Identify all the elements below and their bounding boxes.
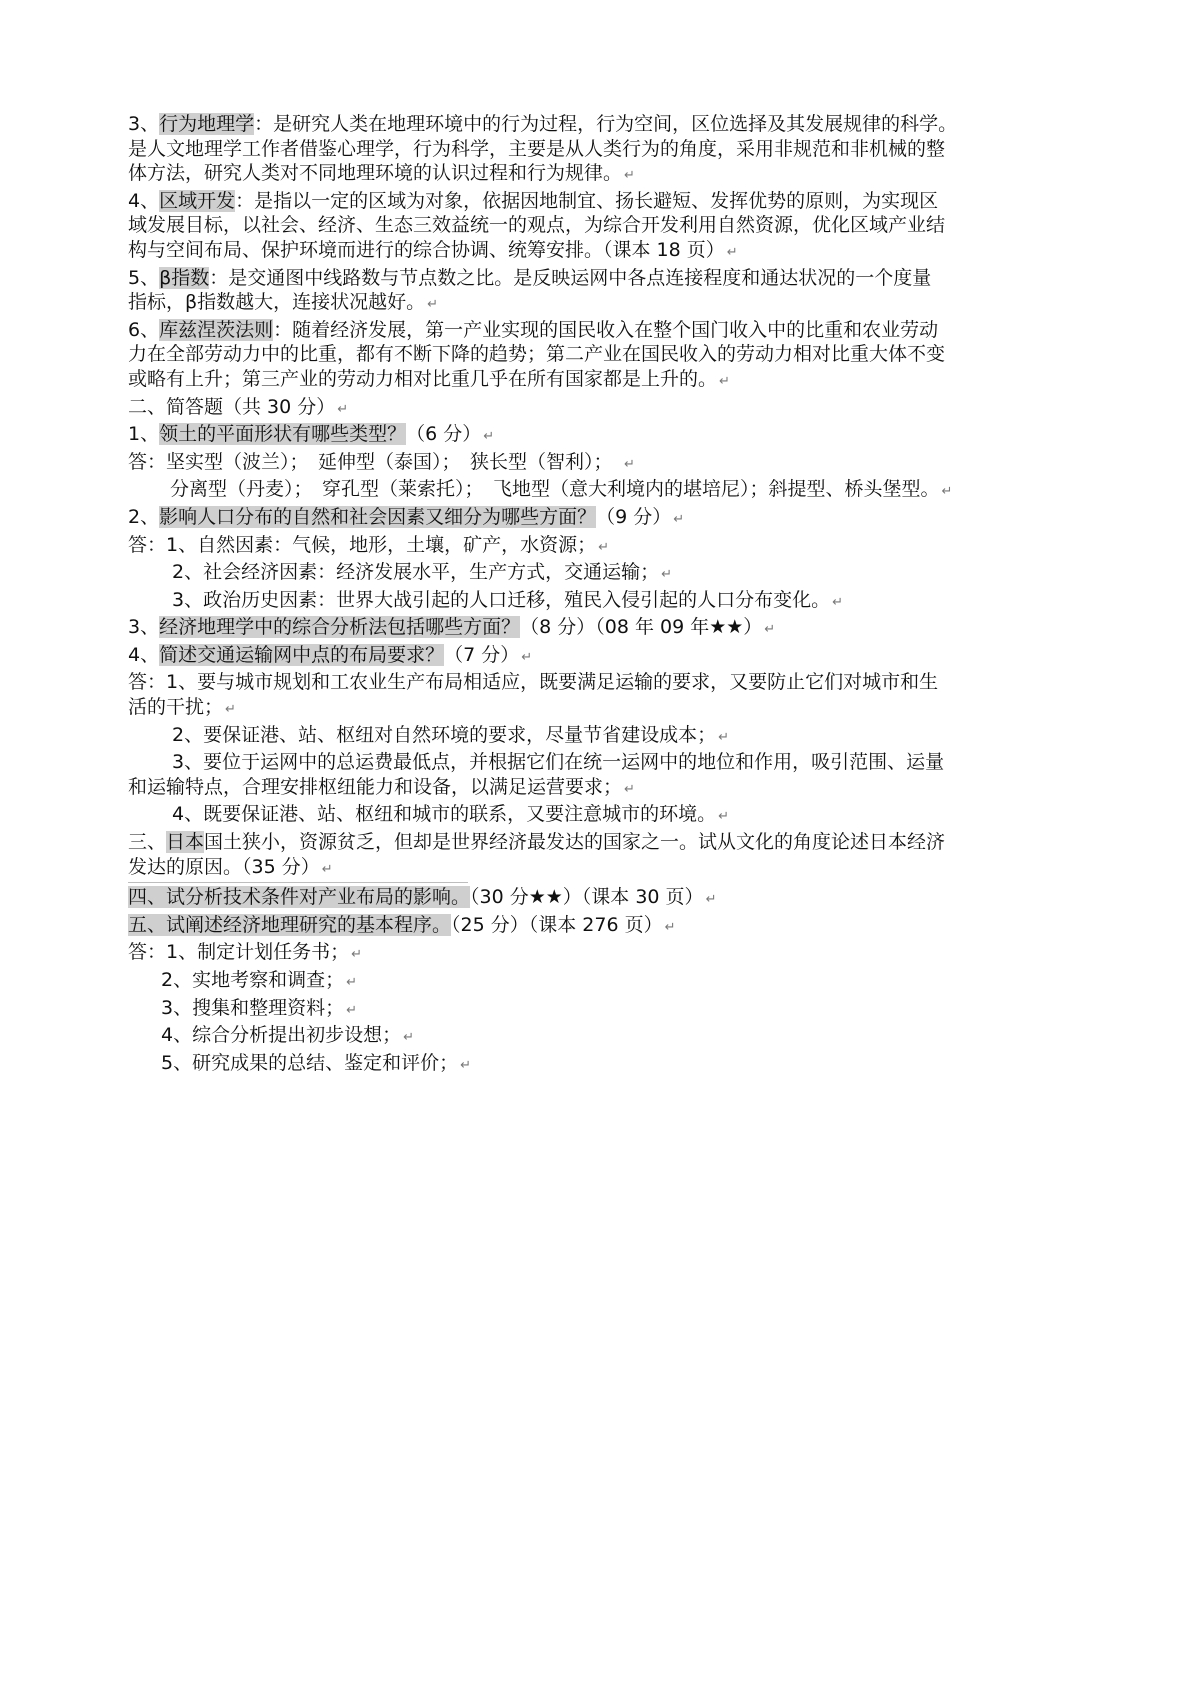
paragraph-mark-icon: ↵ [460, 1057, 471, 1073]
text-run: ：是指以一定的区域为对象，依据因地制宜、扬长避短、发挥优势的原则，为实现区 [235, 189, 939, 212]
text-run: （25 分）（课本 276 页） [451, 913, 663, 936]
highlighted-term: 经济地理学中的综合分析法包括哪些方面？ [159, 616, 521, 639]
paragraph-mark-icon: ↵ [225, 702, 236, 718]
text-line [128, 189, 948, 214]
highlighted-term: 日本 [166, 831, 205, 854]
text-line [128, 238, 948, 266]
text-run: 是人文地理学工作者借鉴心理学，行为科学，主要是从人类行为的角度，采用非规范和非机械的整 [128, 137, 946, 160]
text-run: 分离型（丹麦）； 穿孔型（莱索托）； 飞地型（意大利境内的堪培尼）；斜提型、桥头堡型。 [170, 478, 940, 501]
text-line [128, 213, 948, 238]
text-line [128, 161, 948, 189]
text-run: ：随着经济发展，第一产业实现的国民收入在整个国门收入中的比重和农业劳动 [273, 318, 939, 341]
paragraph-mark-icon: ↵ [346, 975, 357, 990]
text-run: 2、 [128, 505, 160, 528]
paragraph-mark-icon: ↵ [483, 429, 495, 445]
paragraph-mark-icon: ↵ [624, 168, 635, 184]
text-run: （9 分） [596, 505, 672, 528]
text-run: 3、搜集和整理资料； [161, 996, 345, 1019]
text-line [128, 643, 948, 671]
text-line [128, 450, 948, 478]
text-line [128, 885, 948, 913]
highlighted-term: 影响人口分布的自然和社会因素又细分为哪些方面？ [159, 505, 597, 528]
paragraph-mark-icon: ↵ [403, 1030, 414, 1046]
text-run: 答：1、制定计划任务书； [128, 941, 350, 964]
highlighted-term: 领土的平面形状有哪些类型？ [159, 423, 407, 446]
highlighted-term: 五、试阐述经济地理研究的基本程序。 [128, 913, 452, 936]
text-run: 1、 [128, 423, 160, 446]
text-line [128, 1051, 948, 1079]
text-run: 4、综合分析提出初步设想； [161, 1024, 402, 1047]
highlighted-term: 行为地理学 [159, 113, 255, 135]
text-line [128, 802, 948, 830]
text-run: 3、 [128, 113, 160, 135]
text-run: （6 分） [406, 423, 482, 446]
text-run: 5、研究成果的总结、鉴定和评价； [161, 1051, 459, 1074]
text-line [128, 342, 948, 367]
text-line [128, 137, 948, 162]
paragraph-mark-icon: ↵ [346, 1002, 357, 1018]
text-line [128, 855, 948, 883]
text-run: 域发展目标，以社会、经济、生态三效益统一的观点，为综合开发利用自然资源，优化区域产业结 [128, 214, 946, 237]
text-run: 5、 [128, 266, 160, 289]
paragraph-mark-icon: ↵ [664, 919, 676, 935]
text-line [128, 588, 948, 616]
text-run: 或略有上升；第三产业的劳动力相对比重几乎在所有国家都是上升的。 [128, 367, 718, 390]
paragraph-mark-icon: ↵ [598, 539, 609, 555]
text-line [128, 996, 948, 1024]
text-run: 体方法，研究人类对不同地理环境的认识过程和行为规律。 [128, 162, 623, 185]
paragraph-mark-icon: ↵ [321, 861, 333, 877]
text-run: 发达的原因。（35 分） [128, 855, 320, 878]
text-run: 构与空间布局、保护环境而进行的综合协调、统筹安排。（课本 18 页） [128, 238, 725, 261]
text-run: 和运输特点，合理安排枢纽能力和设备，以满足运营要求； [128, 775, 623, 798]
text-run: 二、简答题（共 30 分） [128, 395, 336, 418]
highlighted-term: 简述交通运输网中点的布局要求？ [159, 643, 445, 666]
paragraph-mark-icon: ↵ [427, 297, 439, 313]
text-run: 6、 [128, 318, 160, 341]
text-line [128, 940, 948, 968]
paragraph-mark-icon: ↵ [718, 809, 729, 825]
paragraph-mark-icon: ↵ [705, 892, 717, 908]
paragraph-mark-icon: ↵ [661, 567, 672, 583]
text-line [128, 968, 948, 996]
text-line [128, 266, 948, 291]
text-run: 4、 [128, 189, 160, 212]
text-run: ：是交通图中线路数与节点数之比。是反映运网中各点连接程度和通达状况的一个度量 [209, 266, 932, 289]
text-line [128, 422, 948, 450]
text-run: （8 分）（08 年 09 年★★） [520, 616, 763, 639]
text-line [128, 395, 948, 423]
paragraph-mark-icon: ↵ [718, 729, 729, 745]
text-line [128, 533, 948, 561]
text-line [128, 367, 948, 395]
paragraph-mark-icon: ↵ [726, 244, 738, 260]
paragraph-mark-icon: ↵ [719, 373, 730, 389]
text-line [128, 505, 948, 533]
text-run: 4、 [128, 643, 160, 666]
paragraph-mark-icon: ↵ [521, 649, 533, 665]
highlighted-term: 库兹涅茨法则 [159, 318, 274, 341]
text-run: 3、要位于运网中的总运费最低点，并根据它们在统一运网中的地位和作用，吸引范围、运量 [172, 751, 945, 774]
text-run: 指标，β指数越大，连接状况越好。 [128, 291, 426, 314]
text-line [128, 112, 958, 137]
text-run: （30 分★★）（课本 30 页） [470, 886, 704, 909]
text-line [128, 775, 948, 803]
text-run: 2、社会经济因素：经济发展水平，生产方式，交通运输； [172, 561, 660, 584]
text-run: （7 分） [444, 643, 520, 666]
text-line [128, 290, 948, 318]
paragraph-mark-icon: ↵ [351, 947, 362, 963]
highlighted-term: 区域开发 [159, 189, 236, 212]
text-run: 4、既要保证港、站、枢纽和城市的联系，又要注意城市的环境。 [172, 803, 717, 826]
text-run: 活的干扰； [128, 696, 224, 719]
paragraph-mark-icon: ↵ [624, 456, 635, 472]
text-run: 力在全部劳动力中的比重，都有不断下降的趋势；第二产业在国民收入的劳动力相对比重大体不变 [128, 343, 946, 366]
highlighted-term: β指数 [159, 266, 210, 289]
text-run: 三、 [128, 831, 167, 854]
text-run: 2、实地考察和调查； [161, 969, 345, 991]
text-line [128, 318, 948, 343]
text-line [128, 670, 948, 695]
text-run: 2、要保证港、站、枢纽对自然环境的要求，尽量节省建设成本； [172, 723, 717, 746]
paragraph-mark-icon: ↵ [941, 484, 953, 500]
paragraph-mark-icon: ↵ [624, 781, 635, 797]
text-line [128, 750, 948, 775]
text-line [128, 477, 953, 505]
highlighted-term: 四、试分析技术条件对产业布局的影响。 [128, 886, 471, 909]
text-run: 答：坚实型（波兰）； 延伸型（泰国）； 狭长型（智利）； [128, 450, 623, 473]
text-run: 国土狭小，资源贫乏，但却是世界经济最发达的国家之一。试从文化的角度论述日本经济 [204, 831, 946, 854]
text-line [128, 695, 948, 723]
text-run: 答：1、自然因素：气候，地形，土壤，矿产，水资源； [128, 533, 597, 556]
text-run: 3、 [128, 616, 160, 639]
paragraph-mark-icon: ↵ [832, 594, 843, 610]
text-line [128, 560, 948, 588]
text-line [128, 913, 948, 941]
paragraph-mark-icon: ↵ [764, 622, 776, 638]
text-run: 3、政治历史因素：世界大战引起的人口迁移，殖民入侵引起的人口分布变化。 [172, 588, 831, 611]
text-line [128, 615, 948, 643]
text-line [128, 830, 948, 855]
text-run: ：是研究人类在地理环境中的行为过程，行为空间，区位选择及其发展规律的科学。 [254, 113, 958, 135]
paragraph-mark-icon: ↵ [673, 511, 685, 527]
text-line [128, 723, 948, 751]
text-run: 答：1、要与城市规划和工农业生产布局相适应，既要满足运输的要求，又要防止它们对城市和生 [128, 671, 939, 694]
paragraph-mark-icon: ↵ [337, 401, 349, 417]
document-page [128, 112, 958, 1078]
text-line [128, 1023, 948, 1051]
